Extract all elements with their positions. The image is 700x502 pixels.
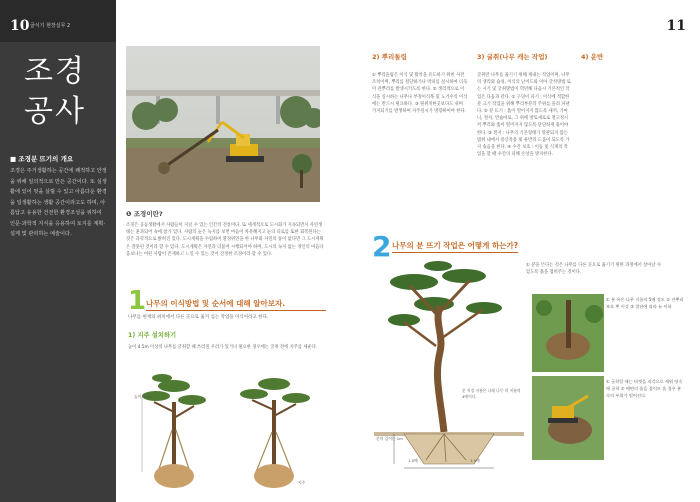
main-title-line2: 공사 [24,94,86,129]
section2-number: 2 [372,230,392,263]
height-note: 높이 4.5m [134,394,153,399]
support-note: 지주 [298,480,306,485]
section1-title: 나무의 이식방법 및 순서에 대해 알아보자. [146,299,286,308]
section1-divider [146,310,326,311]
photo2-notes: ① 분 폭은 나무 지름의 5배 정도 ② 잔뿌리 보호 뿌 이상 ③ 절단에 따라 뉴 이하 [606,297,684,309]
overview-heading: ■ 조경분 뜨기의 개요 [10,155,74,163]
chapter-number: 10 [10,18,30,34]
section1-number: 1 [128,286,147,316]
dimension-left: 1.5배 [408,458,418,463]
digging-photo-bottom [532,376,604,460]
main-title-line1: 조경 [24,54,86,89]
section2-divider [392,252,518,253]
root-pruning-body: ① 뿌리돌림은 이식 및 활착을 유도하기 위한 사전 조치이며, 뿌리를 절단하거나 박피를 실시하여 더욱이 잔뿌리를 발생시키도록 한다. ② 생리적으로 이식을 실시하는 나무나 부정이식목 및 노거수의 이식에는 반드시 필요하다. ③ 원위치한곳보다도 쉬며 가지되기를 발생하여 자주실시가 방향하여야 한다. [372,73,468,115]
excavator-photo [126,46,320,202]
section1-subheading: 1) 지주 설치하기 [128,332,177,339]
dimension-right: 1.5배 [470,458,480,463]
root-ball-diameter-note: 분 직경 지름은 나래 나무 의 지름의 4배이다. [462,388,521,399]
photo3-notes: ① 굴착할 때는 버켓을 직각으로 세워 땅속에 굴착 ② 배면의 흙을 접이므 흙 경우 분 속의 부위가 떨어진다. [606,379,683,398]
page-number-right: 11 [666,18,686,34]
definition-body: 조경은 공동생활에서 사람들이 지닐 수 있는 인간의 전통이다. 또 세계적으로 도시화가 지속되면서 자연생태는 훈과되어 속에 참가 있다. 사람의 눈은 녹지를 보면 마음이 차분해지고 눈의 피로를 또한 회복된다는 것은 과학적으로 밝혀진 있다. 도시계획을 수립하여 환경위연을 한 나무와 자연의 풍이 없다면 그 도시계획은 잘못된 것이라 할 수 있다. 도시계획은 자연과 더불어 시행되어야 하며, 도시의 녹지 없는 개인의 마음다움보다는 어떤 사람이 존재하고 느낄 수 있는 것이 진정한 조경이라 할 수 있다. [126,223,324,257]
digging-photo-top [532,294,604,372]
section2-title: 나무의 분 뜨기 작업은 어떻게 하는가? [392,241,519,250]
definition-heading: ❶ 조경이란? [126,210,163,218]
digging-body: 굴취란 나무를 옮기기 위해 캐내는 작업이며, 나무의 생리와 습성, 이식의 난이도와 이아 굴착방법 또는 시기 및 굴취방법이 먹던해 다음시 기본적인 작업은 다음과 같다. ① 구덩이 파기 : 이식에 적합한 분 크기 작업을 위해 뿌리부분의 주위를 돌려 파낸다. ② 분 뜨기 : 흙이 떨어지지 않도록 새끼, 가마니, 철사, 면습마로, 그 위에 방토새로로 철고정시켜 뿌리와 흙이 떨어지지 않도록 단단하게 묶어야 한다. ③ 전지 : 나무의 기본형태가 망관되지 않는 범위 내에서 증산작용 및 운반의 도움이 되도록 가지 솎음을 한다. ④ 수간 보호 : 이동 및 식재의 작업을 할 때 수간의 피해 손상을 방지한다. [477,73,571,158]
root-pruning-heading: 2) 뿌리돌림 [372,53,407,61]
overview-text: 조경은 주거생활하는 공간에 쾌적하고 안정을 위해 일의적으로 만든 공간이다. 또 실생활에 있어 멋을 살릴 수 있고 아름다운 환경을 일생활하는 생활 공간이라고도 하며, 아름답고 유용한 건전한 환경조성을 위하여 인문·과학적 지식을 응용하여 토지를 계획·설계 및 관리하는 예술이다. [10,168,107,237]
dimension-depth: 분의 깊이는 1m [376,436,403,441]
section2-intro: ① 분을 뜬다는 것은 나무를 다른 곳으로 옮기기 위한 과정에서 살아날 수 있도록 흙을 접히주는 것이다. [526,263,662,275]
chapter-label: 굴식기 현장실무 2 [30,23,71,29]
section1-description: 나무를 현재의 위치에서 다른 곳으로 옮겨 심는 작업을 이식이라고 한다. [128,315,269,320]
section1-subbody: 높이 4.5m 이상의 나무를 굴취할 때 쓰러질 우려가 있거나 필요한 경우에는 굴취 전에 지주를 세운다. [128,345,318,350]
digging-heading: 3) 굴취(나무 캐는 작업) [477,53,548,61]
transport-heading: 4) 운반 [581,53,604,61]
tree-support-illustration [132,372,328,492]
root-ball-tree-illustration [374,256,524,476]
